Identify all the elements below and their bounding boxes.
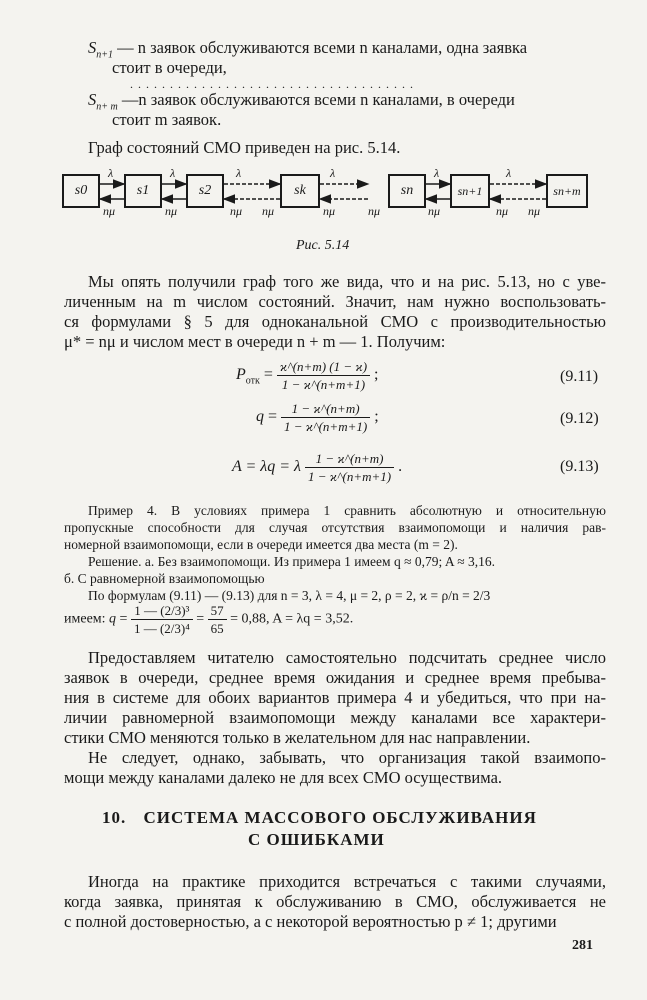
equation-9-13: A = λq = λ $\frac{1 - ϰ\^{}(n+m)}{1 - ϰ\^{}(n+m+1)}$ . xyxy=(232,451,403,484)
paragraph-2-line-4: личии равномерной взаимопомощи между каналами все характери- xyxy=(64,708,606,727)
lambda-label-3: λ xyxy=(330,166,336,180)
state-box-sn1: sn+1 xyxy=(450,174,490,208)
state-box-snm: sn+m xyxy=(546,174,588,208)
example-line-5: б. С равномерной взаимопомощью xyxy=(64,571,265,586)
equation-9-11: $P_{отк}$ = $\frac{ϰ\^{}(n+m) (1 - ϰ)}{1 - ϰ\^{}(n+m+1)}$ ; xyxy=(236,359,379,392)
nmu-label-7: nμ xyxy=(496,204,509,218)
nmu-label-3: nμ xyxy=(262,204,275,218)
equation-9-12-fraction: $\frac{1 - ϰ\^{}(n+m)}{1 - ϰ\^{}(n+m+1)}$ xyxy=(281,400,370,435)
section-number: 10. xyxy=(102,808,127,827)
equation-number-9-12: (9.12) xyxy=(560,410,599,427)
paragraph-3-line-1: Не следует, однако, забывать, что организация такой взаимопо- xyxy=(88,748,606,767)
paragraph-1-line-4: μ* = nμ и числом мест в очереди n + m — 1. Получим: xyxy=(64,332,446,351)
lambda-label-1: λ xyxy=(170,166,176,180)
nmu-label-2: nμ xyxy=(230,204,243,218)
graph-intro: Граф состояний СМО приведен на рис. 5.14. xyxy=(88,138,401,157)
nmu-label-4: nμ xyxy=(323,204,336,218)
paragraph-3-line-2: мощи между каналами далеко не для всех СМО осуществима. xyxy=(64,768,503,787)
equation-9-12: q = $\frac{1 - ϰ\^{}(n+m)}{1 - ϰ\^{}(n+m+1)}$ ; xyxy=(256,401,379,434)
nmu-label-8: nμ xyxy=(528,204,541,218)
paragraph-2-line-5: стики СМО меняются только в желательном для нас направлении. xyxy=(64,728,531,747)
paragraph-4-line-2: когда заявка, принятая к обслуживанию в СМО, обслуживается не xyxy=(64,892,606,911)
paragraph-4-line-3: с полной достоверностью, а с некоторой вероятностью p ≠ 1; другими xyxy=(64,912,557,931)
example-line-2: пропускные способности для случая отсутствия взаимопомощи и наличия рав- xyxy=(64,520,606,535)
example-line-1: Пример 4. В условиях примера 1 сравнить абсолютную и относительную xyxy=(88,503,606,518)
figure-caption: Рис. 5.14 xyxy=(296,238,350,253)
paragraph-2-line-2: заявок в очереди, среднее время ожидания и среднее время пребыва- xyxy=(64,668,606,687)
paragraph-2-line-3: ния в системе для обоих вариантов примера 4 и убедиться, что при на- xyxy=(64,688,606,707)
lambda-label-4: λ xyxy=(434,166,440,180)
example-line-6: По формулам (9.11) — (9.13) для n = 3, λ = 4, μ = 2, ρ = 2, ϰ = ρ/n = 2/3 xyxy=(88,588,491,603)
section-title-line-2: С ОШИБКАМИ xyxy=(248,830,385,849)
paragraph-1-line-1: Мы опять получили граф того же вида, что и на рис. 5.13, но с уве- xyxy=(88,272,606,291)
state-box-s0: s0 xyxy=(62,174,100,208)
example-computation: имеем: q = $\frac{\text{1 — (2/3)³}}{\text{1 — (2/3)⁴}}$ = $\frac{57}{65}$ = 0,88, A = λq = 3,52. xyxy=(64,603,354,636)
section-title-line-1: СИСТЕМА МАССОВОГО ОБСЛУЖИВАНИЯ xyxy=(143,808,537,827)
lambda-label-0: λ xyxy=(108,166,114,180)
state-sn1-line1: $S_{n+1}$ — n заявок обслуживаются всеми n каналами, одна заявка xyxy=(88,38,528,61)
state-snm-line2: стоит m заявок. xyxy=(112,110,222,129)
page-number: 281 xyxy=(572,938,593,953)
nmu-label-6: nμ xyxy=(428,204,441,218)
nmu-label-0: nμ xyxy=(103,204,116,218)
equation-9-11-fraction: $\frac{ϰ\^{}(n+m) (1 - ϰ)}{1 - ϰ\^{}(n+m+1)}$ xyxy=(277,358,370,393)
state-box-sk: sk xyxy=(280,174,320,208)
state-sn1-line2: стоит в очереди, xyxy=(112,58,227,77)
example-line-4: Решение. а. Без взаимопомощи. Из примера 1 имеем q ≈ 0,79; A ≈ 3,16. xyxy=(88,554,496,569)
equation-number-9-13: (9.13) xyxy=(560,458,599,475)
example-57-65-fraction: $\frac{57}{65}$ xyxy=(208,602,227,637)
equation-9-13-fraction: $\frac{1 - ϰ\^{}(n+m)}{1 - ϰ\^{}(n+m+1)}$ xyxy=(305,450,394,485)
ellipsis-dots: . . . . . . . . . . . . . . . . . . . . . . . . . . . . . . . . . . . . xyxy=(130,77,414,91)
example-q-fraction: $\frac{\text{1 — (2/3)³}}{\text{1 — (2/3)⁴}}$ xyxy=(131,602,193,637)
nmu-label-1: nμ xyxy=(165,204,178,218)
paragraph-4-line-1: Иногда на практике приходится встречаться с такими случаями, xyxy=(88,872,606,891)
paragraph-1-line-3: ся формулами § 5 для одноканальной СМО с производительностью xyxy=(64,312,606,331)
example-line-3: номерной взаимопомощи, если в очереди имеется два места (m = 2). xyxy=(64,537,458,552)
lambda-label-2: λ xyxy=(236,166,242,180)
state-box-sn: sn xyxy=(388,174,426,208)
state-box-s1: s1 xyxy=(124,174,162,208)
equation-number-9-11: (9.11) xyxy=(560,368,599,385)
nmu-label-5: nμ xyxy=(368,204,381,218)
paragraph-1-line-2: личенным на m числом состояний. Значит, нам нужно воспользовать- xyxy=(64,292,606,311)
lambda-label-5: λ xyxy=(506,166,512,180)
paragraph-2-line-1: Предоставляем читателю самостоятельно подсчитать среднее число xyxy=(88,648,606,667)
state-snm-line1: $S_{n+ m}$ —n заявок обслуживаются всеми n каналами, в очереди xyxy=(88,90,515,113)
section-heading xyxy=(102,808,537,828)
state-box-s2: s2 xyxy=(186,174,224,208)
state-graph-diagram xyxy=(0,0,647,240)
